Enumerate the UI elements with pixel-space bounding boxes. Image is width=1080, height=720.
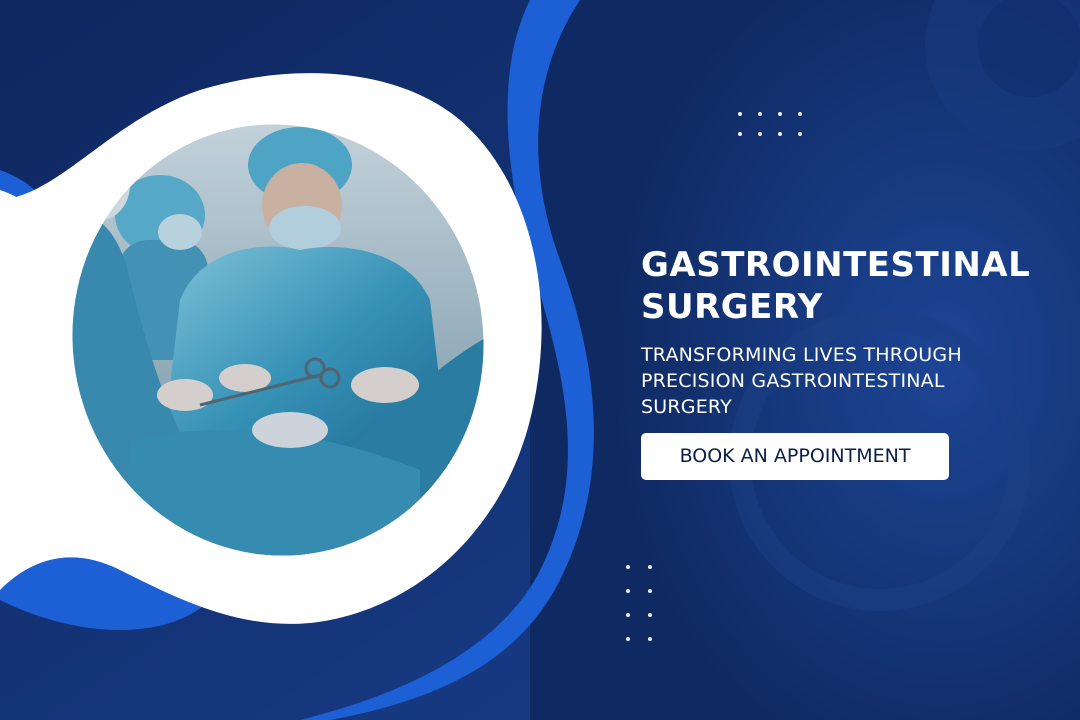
title-line: GASTROINTESTINAL	[641, 245, 1031, 285]
subtitle-line: TRANSFORMING LIVES THROUGH	[641, 344, 962, 366]
subtitle-line: SURGERY	[641, 396, 732, 418]
book-appointment-button[interactable]: BOOK AN APPOINTMENT	[641, 433, 949, 480]
subtitle	[641, 342, 1071, 420]
title-line: SURGERY	[641, 287, 823, 327]
dot-grid-decoration-bottom	[626, 565, 656, 645]
dot-grid-decoration-top	[738, 112, 808, 138]
subtitle-line: PRECISION GASTROINTESTINAL	[641, 370, 945, 392]
page-title	[641, 244, 1071, 328]
